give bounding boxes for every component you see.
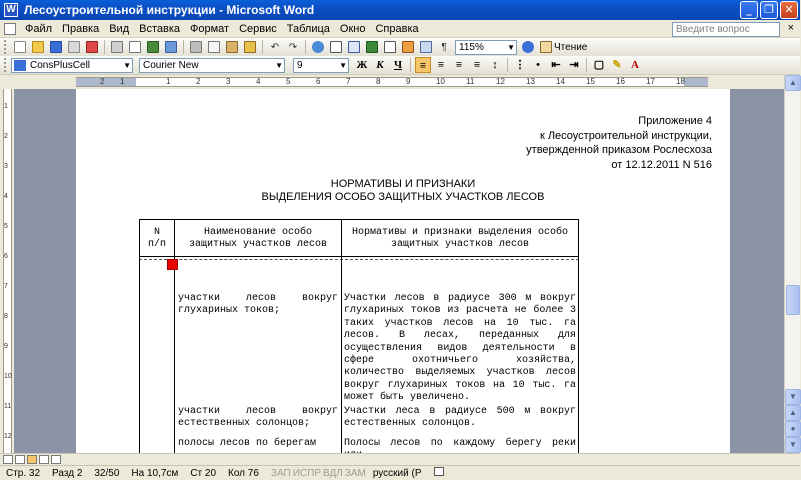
ruler-right-margin — [684, 78, 708, 86]
columns-icon[interactable] — [382, 39, 398, 55]
vruler-tick: 5 — [4, 223, 8, 230]
title-bar[interactable] — [0, 0, 800, 20]
zoom-select[interactable] — [455, 40, 517, 55]
justify-icon[interactable]: ≡ — [473, 59, 481, 71]
table-cell-norm[interactable]: Участки леса в радиусе 500 м вокруг естественных солонцов. — [344, 406, 576, 430]
print-preview-icon[interactable] — [127, 39, 143, 55]
text-cursor-marker — [167, 259, 178, 270]
spelling-icon[interactable] — [145, 39, 161, 55]
ruler-tick: 10 — [436, 77, 445, 86]
table-header-border — [139, 256, 579, 257]
bold-button[interactable]: Ж — [356, 59, 368, 71]
menu-view[interactable]: Вид — [109, 22, 130, 35]
font-size-value: 9 — [297, 59, 303, 71]
book-check-icon — [434, 467, 444, 476]
vruler-tick: 3 — [4, 163, 8, 170]
table-header-number: N п/п — [147, 227, 166, 251]
formatting-toolbar — [0, 56, 800, 75]
ruler-page-area — [76, 77, 708, 87]
email-icon[interactable] — [84, 39, 100, 55]
chevron-down-icon: ▼ — [275, 60, 283, 70]
open-folder-icon[interactable] — [30, 39, 46, 55]
chevron-down-icon: ▼ — [507, 42, 515, 52]
document-icon[interactable] — [4, 23, 16, 35]
print-icon[interactable] — [109, 39, 125, 55]
menu-file[interactable]: Файл — [25, 22, 53, 35]
ruler-tick: 1 — [120, 77, 125, 86]
table-column-border — [139, 219, 140, 453]
styles-icon — [14, 60, 26, 71]
ruler-tick: 17 — [646, 77, 655, 86]
undo-icon[interactable]: ↶ — [270, 41, 280, 53]
vruler-tick: 7 — [4, 283, 8, 290]
status-overtype[interactable]: ЗАМ — [344, 467, 366, 479]
menu-tools[interactable]: Сервис — [239, 22, 277, 35]
print-view-icon[interactable] — [27, 455, 37, 464]
ruler-tick: 18 — [676, 77, 685, 86]
vruler-tick: 1 — [4, 103, 8, 110]
window-title: Лесоустроительной инструкции - Microsoft Word — [24, 3, 315, 17]
style-select[interactable] — [11, 58, 133, 73]
toolbar-separator — [183, 40, 184, 54]
toolbar-grip[interactable] — [4, 58, 8, 72]
ruler-tick: 1 — [166, 77, 171, 86]
toolbar-separator — [262, 40, 263, 54]
table-cell-name[interactable]: участки лесов вокруг естественных солонцов; — [178, 406, 338, 430]
toolbar-separator — [305, 40, 306, 54]
appendix-line: к Лесоустроительной инструкции, — [539, 129, 712, 142]
ruler-tick: 9 — [406, 77, 411, 86]
document-map-icon[interactable] — [418, 39, 434, 55]
table-header-border-dashed — [139, 259, 579, 260]
appendix-line: утвержденной приказом Рослесхоза — [526, 144, 712, 156]
table-header-norms: Нормативы и признаки выделения особо защитных участков лесов — [351, 227, 569, 251]
align-center-icon[interactable]: ≡ — [437, 59, 445, 71]
insert-excel-icon[interactable] — [364, 39, 380, 55]
web-view-icon[interactable] — [15, 455, 25, 464]
line-spacing-icon[interactable]: ↕ — [492, 59, 498, 71]
align-right-icon[interactable]: ≡ — [455, 59, 463, 71]
ruler-tick: 13 — [526, 77, 535, 86]
vruler-tick: 4 — [4, 193, 8, 200]
font-value: Courier New — [143, 59, 199, 71]
decrease-indent-icon[interactable]: ⇤ — [551, 59, 561, 71]
toolbar-separator — [410, 58, 411, 72]
highlight-icon[interactable]: ✎ — [612, 59, 622, 71]
outline-view-icon[interactable] — [39, 455, 49, 464]
ruler-tick: 4 — [256, 77, 261, 86]
book-icon — [540, 41, 552, 53]
chevron-down-icon: ▼ — [123, 60, 131, 70]
next-page-icon[interactable]: ▼ — [785, 437, 801, 453]
show-formatting-icon[interactable]: ¶ — [441, 41, 447, 53]
toolbar-separator — [104, 40, 105, 54]
appendix-line: Приложение 4 — [638, 115, 712, 127]
permission-icon[interactable] — [66, 39, 82, 55]
table-cell-name[interactable]: участки лесов вокруг глухариных токов; — [178, 293, 338, 317]
new-document-icon[interactable] — [12, 39, 28, 55]
zoom-value: 115% — [459, 41, 484, 53]
status-line: Ст 20 — [190, 467, 217, 479]
spelling-status-icon[interactable] — [428, 467, 450, 479]
ruler-tick: 7 — [346, 77, 351, 86]
ruler-tick: 2 — [196, 77, 201, 86]
drawing-icon[interactable] — [400, 39, 416, 55]
normal-view-icon[interactable] — [3, 455, 13, 464]
table-column-border — [578, 219, 579, 453]
italic-button[interactable]: К — [376, 59, 384, 71]
paste-icon[interactable] — [224, 39, 240, 55]
status-bar — [0, 465, 800, 480]
table-cell-name[interactable]: полосы лесов по берегам — [178, 438, 317, 449]
ruler-tick: 14 — [556, 77, 565, 86]
toolbar-separator — [507, 58, 508, 72]
horizontal-ruler[interactable] — [0, 75, 784, 89]
ruler-tick: 12 — [496, 77, 505, 86]
appendix-line: от 12.12.2011 N 516 — [611, 158, 712, 171]
increase-indent-icon[interactable]: ⇥ — [569, 59, 579, 71]
status-column: Кол 76 — [228, 467, 259, 479]
toolbar-separator — [586, 58, 587, 72]
table-cell-norm[interactable]: Участки лесов в радиусе 300 м вокруг глухариных токов из расчета не более 3 таких участков лесов на 10 тыс. га лесов. В лесах, переданных для осуществления видов деятельности в сфере охотничьего хозяйства, количество выделяемых участков лесов вокруг глухариных токов на 10 тыс. га может быть увеличено. — [344, 293, 576, 404]
vruler-tick: 11 — [4, 403, 12, 410]
copy-icon[interactable] — [206, 39, 222, 55]
numbering-icon[interactable]: ⋮ — [514, 59, 526, 71]
ruler-tick: 6 — [316, 77, 321, 86]
menu-window[interactable]: Окно — [339, 22, 366, 35]
format-painter-icon[interactable] — [242, 39, 258, 55]
document-area[interactable] — [14, 89, 784, 453]
style-value: ConsPlusCell — [30, 59, 91, 71]
maximize-button[interactable]: ❐ — [760, 1, 778, 19]
vertical-ruler[interactable] — [0, 89, 14, 453]
previous-page-icon[interactable]: ▲ — [785, 405, 801, 421]
help-icon[interactable] — [520, 39, 536, 55]
ruler-tick: 16 — [616, 77, 625, 86]
status-language: русский (Р — [372, 467, 422, 479]
tables-borders-icon[interactable] — [328, 39, 344, 55]
document-page[interactable] — [76, 89, 730, 453]
status-section: Разд 2 — [52, 467, 83, 479]
table-column-border — [341, 219, 342, 453]
vruler-tick: 9 — [4, 343, 8, 350]
reading-layout-label: Чтение — [554, 41, 588, 53]
underline-button[interactable]: Ч — [393, 59, 403, 71]
close-document-button[interactable]: × — [787, 22, 794, 34]
menu-format[interactable]: Формат — [190, 22, 230, 35]
appendix-header — [526, 114, 712, 172]
cut-icon[interactable] — [188, 39, 204, 55]
ruler-left-margin — [76, 78, 136, 86]
status-page: Стр. 32 — [6, 467, 41, 479]
help-search-input[interactable]: Введите вопрос — [672, 22, 780, 37]
vruler-tick: 8 — [4, 313, 8, 320]
font-select[interactable] — [139, 58, 285, 73]
status-extend[interactable]: ВДЛ — [323, 467, 343, 479]
table-header-name: Наименование особо защитных участков лесов — [188, 227, 328, 251]
ruler-tick: 5 — [286, 77, 291, 86]
reading-view-icon[interactable] — [51, 455, 61, 464]
table-column-border — [174, 219, 175, 453]
status-pages: 32/50 — [94, 467, 120, 479]
ruler-tick: 15 — [586, 77, 595, 86]
status-position: На 10,7см — [131, 467, 179, 479]
reading-layout-button[interactable] — [537, 41, 590, 53]
close-button[interactable]: ✕ — [780, 1, 798, 19]
table-cell-norm[interactable]: Полосы лесов по каждому берегу реки — [344, 438, 576, 449]
window-controls — [740, 1, 798, 19]
minimize-button[interactable]: _ — [740, 1, 758, 19]
status-track-changes[interactable]: ИСПР — [292, 467, 321, 479]
borders-icon[interactable]: ▢ — [593, 59, 605, 71]
toolbar-grip[interactable] — [4, 40, 8, 54]
vertical-scrollbar[interactable] — [784, 75, 800, 453]
vruler-tick: 2 — [4, 133, 8, 140]
scroll-down-icon[interactable]: ▼ — [785, 389, 801, 405]
font-color-icon[interactable]: A — [631, 59, 639, 71]
document-title-line1: НОРМАТИВЫ И ПРИЗНАКИ — [330, 178, 476, 190]
browse-object-icon[interactable]: ● — [785, 421, 801, 437]
ruler-tick: 11 — [466, 77, 475, 86]
ruler-tick: 8 — [376, 77, 381, 86]
scroll-up-icon[interactable]: ▲ — [785, 75, 801, 91]
vruler-tick: 6 — [4, 253, 8, 260]
save-icon[interactable] — [48, 39, 64, 55]
menu-edit[interactable]: Правка — [62, 22, 100, 35]
hyperlink-icon[interactable] — [310, 39, 326, 55]
standard-toolbar — [0, 38, 800, 57]
align-left-icon[interactable]: ≡ — [415, 57, 431, 73]
menu-table[interactable]: Таблица — [286, 22, 330, 35]
chevron-down-icon: ▼ — [339, 60, 347, 70]
bullets-icon[interactable]: • — [536, 59, 540, 71]
research-icon[interactable] — [163, 39, 179, 55]
redo-icon[interactable]: ↷ — [288, 41, 298, 53]
font-size-select[interactable] — [293, 58, 349, 73]
vruler-tick: 12 — [4, 433, 12, 440]
insert-table-icon[interactable] — [346, 39, 362, 55]
vruler-tick: 10 — [4, 373, 12, 380]
menu-insert[interactable]: Вставка — [139, 22, 181, 35]
table-top-border — [139, 219, 579, 220]
scroll-thumb[interactable] — [786, 285, 800, 315]
document-title-line2: ВЫДЕЛЕНИЯ ОСОБО ЗАЩИТНЫХ УЧАСТКОВ ЛЕСОВ — [261, 191, 545, 203]
ruler-tick: 3 — [226, 77, 231, 86]
ruler-tick: 2 — [100, 77, 105, 86]
horizontal-scrollbar[interactable] — [0, 453, 800, 465]
vruler-page-area — [3, 89, 12, 453]
menu-help[interactable]: Справка — [375, 22, 419, 35]
word-app-icon[interactable]: W — [4, 3, 18, 17]
status-record-macro[interactable]: ЗАП — [270, 467, 291, 479]
